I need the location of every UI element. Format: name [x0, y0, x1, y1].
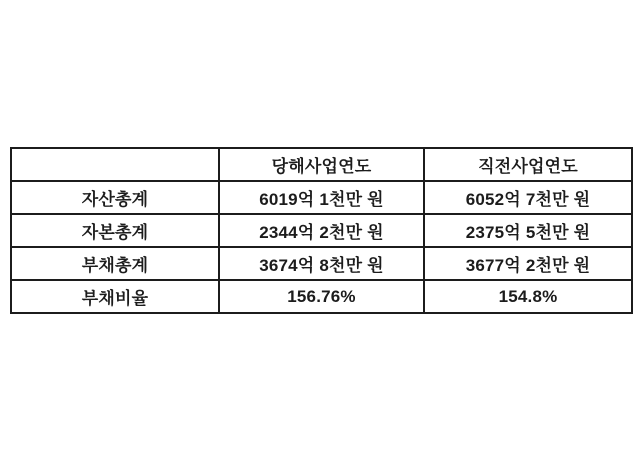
table-header-row: [11, 148, 632, 181]
row-label-total-assets: 자산총계: [11, 181, 219, 214]
total-equity-current-value: 2344억 2천만 원: [219, 214, 424, 247]
header-previous-fiscal-year: 직전사업연도: [424, 148, 632, 181]
debt-ratio-previous-value: 154.8%: [424, 280, 632, 313]
row-label-total-liabilities: 부채총계: [11, 247, 219, 280]
total-liabilities-current-value: 3674억 8천만 원: [219, 247, 424, 280]
row-label-total-equity: 자본총계: [11, 214, 219, 247]
header-empty-cell: [11, 148, 219, 181]
header-current-fiscal-year: 당해사업연도: [219, 148, 424, 181]
total-assets-previous-value: 6052억 7천만 원: [424, 181, 632, 214]
table-row-total-liabilities: [11, 247, 632, 280]
table-row-debt-ratio: [11, 280, 632, 313]
row-label-debt-ratio: 부채비율: [11, 280, 219, 313]
total-equity-previous-value: 2375억 5천만 원: [424, 214, 632, 247]
financial-summary-table: [10, 147, 633, 314]
debt-ratio-current-value: 156.76%: [219, 280, 424, 313]
table-row-total-assets: [11, 181, 632, 214]
table-row-total-equity: [11, 214, 632, 247]
total-liabilities-previous-value: 3677억 2천만 원: [424, 247, 632, 280]
total-assets-current-value: 6019억 1천만 원: [219, 181, 424, 214]
